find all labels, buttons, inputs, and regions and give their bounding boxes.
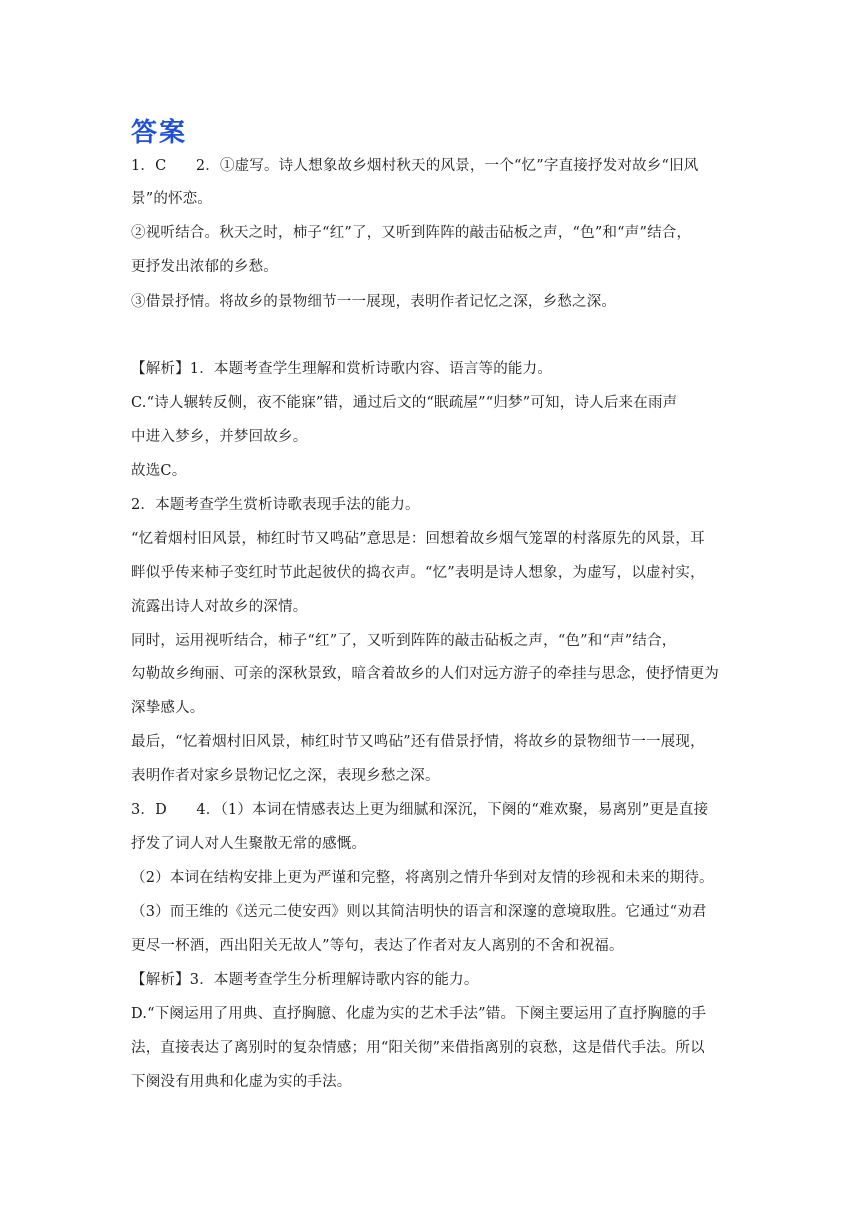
analysis-line: 故选C。	[131, 463, 187, 479]
analysis-line: 2．本题考查学生赏析诗歌表现手法的能力。	[131, 497, 420, 513]
answer-line: （3）而王维的《送元二使安西》则以其简洁明快的语言和深邃的意境取胜。它通过“劝君	[131, 904, 707, 920]
analysis-line: D.“下阕运用了用典、直抒胸臆、化虚为实的艺术手法”错。下阕主要运用了直抒胸臆的手	[131, 1006, 707, 1022]
answer-line: 更尽一杯酒，西出阳关无故人”等句，表达了作者对友人离别的不舍和祝福。	[131, 938, 624, 954]
analysis-line: 下阕没有用典和化虚为实的手法。	[131, 1074, 352, 1090]
analysis-line: 畔似乎传来柿子变红时节此起彼伏的捣衣声。“忆”表明是诗人想象，为虚写，以虚衬实，	[131, 565, 705, 581]
analysis-line: 中进入梦乡，并梦回故乡。	[131, 429, 308, 445]
analysis-line: 表明作者对家乡景物记忆之深，表现乡愁之深。	[131, 768, 440, 784]
answer-line: 3．D 4．（1）本词在情感表达上更为细腻和深沉，下阕的“难欢聚，易离别”更是直接	[131, 802, 709, 818]
answer-heading: 答案	[131, 118, 188, 148]
analysis-line: 法，直接表达了离别时的复杂情感；用“阳关彻”来借指离别的哀愁，这是借代手法。所以	[131, 1040, 705, 1056]
analysis-line: 勾勒故乡绚丽、可亲的深秋景致，暗含着故乡的人们对远方游子的牵挂与思念，使抒情更为	[131, 666, 719, 682]
answer-line: 抒发了词人对人生聚散无常的感慨。	[131, 836, 367, 852]
answer-line: ③借景抒情。将故乡的景物细节一一展现，表明作者记忆之深，乡愁之深。	[131, 294, 617, 310]
analysis-line: 最后，“忆着烟村旧风景，柿红时节又鸣砧”还有借景抒情，将故乡的景物细节一一展现，	[131, 734, 705, 750]
analysis-line: C.“诗人辗转反侧，夜不能寐”错，通过后文的“眠疏屋”“归梦”可知，诗人后来在雨声	[131, 395, 678, 411]
answer-line: 更抒发出浓郁的乡愁。	[131, 259, 278, 275]
analysis-line: “忆着烟村旧风景，柿红时节又鸣砧”意思是：回想着故乡烟气笼罩的村落原先的风景，耳	[131, 531, 705, 547]
analysis-line: 【解析】3．本题考查学生分析理解诗歌内容的能力。	[131, 972, 479, 988]
answer-line: ②视听结合。秋天之时，柿子“红”了，又听到阵阵的敲击砧板之声，“色”和“声”结合，	[131, 225, 692, 241]
answer-line: 1．C 2．①虚写。诗人想象故乡烟村秋天的风景，一个“忆”字直接抒发对故乡“旧风	[131, 158, 699, 174]
analysis-line: 【解析】1．本题考查学生理解和赏析诗歌内容、语言等的能力。	[131, 361, 553, 377]
analysis-line: 深挚感人。	[131, 700, 205, 716]
analysis-line: 流露出诗人对故乡的深情。	[131, 599, 308, 615]
answer-line: （2）本词在结构安排上更为严谨和完整，将离别之情升华到对友情的珍视和未来的期待。	[131, 870, 714, 886]
answer-line: 景”的怀恋。	[131, 191, 213, 207]
analysis-line: 同时，运用视听结合，柿子“红”了，又听到阵阵的敲击砧板之声，“色”和“声”结合，	[131, 633, 677, 649]
